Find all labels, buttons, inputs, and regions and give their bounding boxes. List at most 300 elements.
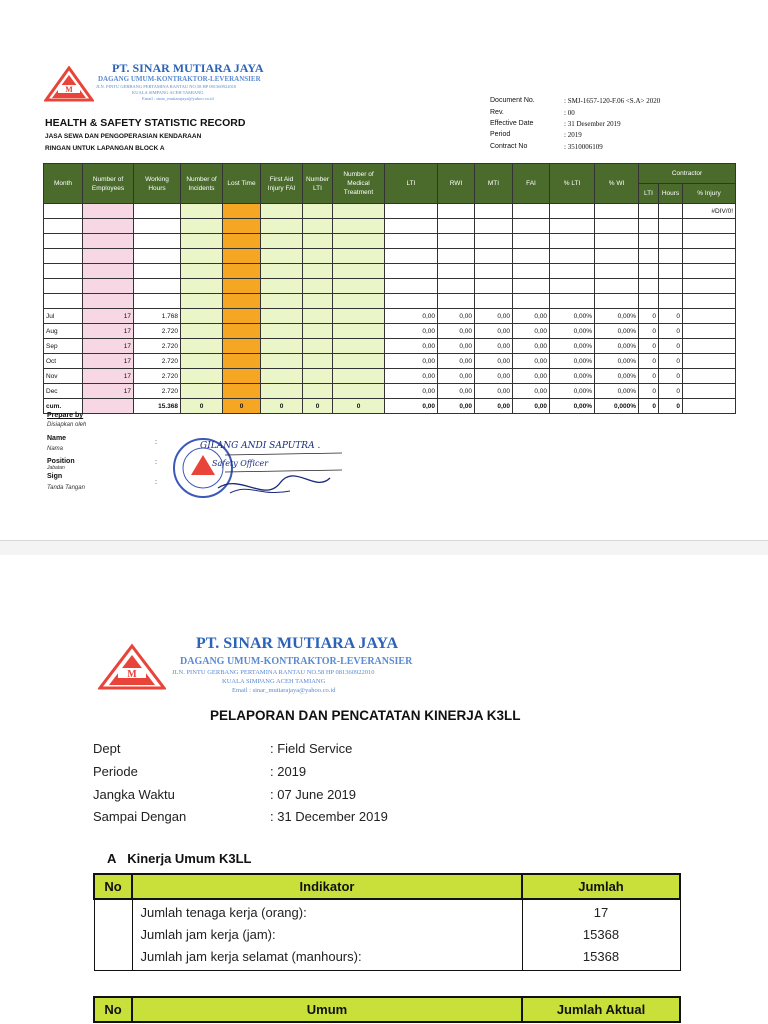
table-cell [261,309,303,324]
table-cell [683,354,736,369]
total-nlti: 0 [303,399,333,414]
indikator-label: Jumlah tenaga kerja (orang): [140,905,307,920]
company-subtitle: DAGANG UMUM-KONTRAKTOR-LEVERANSIER [180,656,413,667]
total-hours: 15.368 [134,399,181,414]
cell-plti: 0,00% [550,354,595,369]
table-cell [513,219,550,234]
table-cell [261,384,303,399]
table-cell [438,294,475,309]
cell-plti: 0,00% [550,384,595,399]
table-cell [303,339,333,354]
table-cell [223,309,261,324]
table-cell [181,234,223,249]
table-cell [513,279,550,294]
table-cell [550,264,595,279]
jumlah-value: 15368 [582,927,620,942]
table-cell [223,339,261,354]
cell-month: Sep [44,339,83,354]
table-cell [659,249,683,264]
table-cell [333,309,385,324]
col-header: FAI [513,164,550,204]
table-cell [261,219,303,234]
record-title: HEALTH & SAFETY STATISTIC RECORD [45,117,246,129]
cell-c_lti: 0 [639,354,659,369]
table-cell [683,219,736,234]
table-row [44,234,736,249]
total-nmed: 0 [333,399,385,414]
sign-label-id: Tanda Tangan [47,485,85,491]
cell-c_hours: 0 [659,339,683,354]
table-cell [438,204,475,219]
cell-mti: 0,00 [475,354,513,369]
table-cell [261,249,303,264]
table-cell [595,219,639,234]
cell-month: Nov [44,369,83,384]
table-row [44,264,736,279]
table-cell [639,234,659,249]
contractor-subheader: LTI [639,184,659,204]
cell-fai: 0,00 [513,354,550,369]
table-cell [683,324,736,339]
table-cell [83,249,134,264]
table-cell [223,204,261,219]
table-cell [438,219,475,234]
cell-fai: 0,00 [513,384,550,399]
company-logo-icon [44,66,94,102]
table-cell [683,294,736,309]
kinerja-table [93,873,681,971]
total-mti: 0,00 [475,399,513,414]
table-cell [683,309,736,324]
meta-value: : 31 Desember 2019 [564,120,621,128]
col-header: Number of Incidents [181,164,223,204]
table-cell [683,234,736,249]
cell-c_hours: 0 [659,324,683,339]
meta-value: : 2019 [564,131,582,139]
table-cell [181,249,223,264]
table-cell [44,294,83,309]
cell-plti: 0,00% [550,324,595,339]
table-cell [261,369,303,384]
table-cell [303,204,333,219]
table-cell [333,369,385,384]
table-cell [134,279,181,294]
table-cell [223,354,261,369]
cell-rwi: 0,00 [438,369,475,384]
table-cell [333,339,385,354]
cell-hours: 2.720 [134,369,181,384]
table-cell [261,204,303,219]
cell-hours: 2.720 [134,324,181,339]
section-letter: A [107,851,117,866]
table-cell [223,264,261,279]
table-row [44,354,736,369]
col-header: Number LTI [303,164,333,204]
company-subtitle: DAGANG UMUM-KONTRAKTOR-LEVERANSIER [98,75,261,83]
table-cell [659,279,683,294]
table-cell [513,249,550,264]
total-lost: 0 [223,399,261,414]
col-header: Indikator [132,874,522,899]
cell-rwi: 0,00 [438,384,475,399]
cell-pwi: 0,00% [595,309,639,324]
cell-lti: 0,00 [385,354,438,369]
table-cell [223,324,261,339]
cell-rwi: 0,00 [438,309,475,324]
page-separator [0,540,768,556]
table-cell [550,249,595,264]
report-title: PELAPORAN DAN PENCATATAN KINERJA K3LL [210,708,521,723]
table-cell [181,294,223,309]
table-cell [181,369,223,384]
table-cell [385,219,438,234]
total-fai: 0,00 [513,399,550,414]
svg-text:M: M [127,669,137,680]
cell-mti: 0,00 [475,309,513,324]
table-row [44,294,736,309]
field-label: Sampai Dengan [93,809,187,824]
position-label-id: Jabatan [47,465,65,471]
table-cell [134,219,181,234]
meta-label: Effective Date [490,120,534,127]
table-cell [223,219,261,234]
field-value: : 2019 [270,764,307,779]
table-cell [303,279,333,294]
table-cell [181,324,223,339]
contractor-subheader: Hours [659,184,683,204]
cell-fai: 0,00 [513,369,550,384]
cell-plti: 0,00% [550,369,595,384]
table-row [44,279,736,294]
table-cell [44,204,83,219]
cell-mti: 0,00 [475,384,513,399]
table-cell [475,249,513,264]
table-cell [303,234,333,249]
table-cell [639,204,659,219]
table-cell [303,249,333,264]
table-cell [595,204,639,219]
col-header: Number of Medical Treatment [333,164,385,204]
table-cell [333,219,385,234]
total-pwi: 0,000% [595,399,639,414]
cell-mti: 0,00 [475,369,513,384]
table-cell [595,279,639,294]
table-cell [223,234,261,249]
table-cell [595,264,639,279]
table-cell [333,249,385,264]
table-cell [44,234,83,249]
cell-hours: 2.720 [134,339,181,354]
table-cell [333,384,385,399]
total-incidents: 0 [181,399,223,414]
table-cell [303,354,333,369]
company-name: PT. SINAR MUTIARA JAYA [196,635,399,652]
table-cell [550,234,595,249]
table-cell [181,219,223,234]
field-label: Periode [93,764,138,779]
table-cell [333,279,385,294]
handwritten-name: GILANG ANDI SAPUTRA . [200,441,321,451]
table-cell [639,279,659,294]
name-label: Name [47,435,67,442]
table-cell [181,354,223,369]
table-cell [83,204,134,219]
cell-lti: 0,00 [385,384,438,399]
cell-fai: 0,00 [513,339,550,354]
table-cell [44,249,83,264]
record-subtitle-2: RINGAN UNTUK LAPANGAN BLOCK A [45,145,165,152]
record-subtitle-1: JASA SEWA DAN PENGOPERASIAN KENDARAAN [45,133,202,140]
field-value: : Field Service [270,741,353,756]
col-header: First Aid Injury FAI [261,164,303,204]
cell-employees: 17 [83,324,134,339]
cell-c_lti: 0 [639,384,659,399]
table-cell [659,264,683,279]
total-c_hours: 0 [659,399,683,414]
table-cell [181,204,223,219]
cell-month: Aug [44,324,83,339]
table-cell [595,234,639,249]
table-row [44,384,736,399]
table-cell [181,384,223,399]
table-cell [513,264,550,279]
meta-label: Period [490,131,511,138]
table-cell [134,264,181,279]
cell-fai: 0,00 [513,309,550,324]
table-row [44,399,736,414]
table-cell [261,324,303,339]
col-header: % LTI [550,164,595,204]
table-cell [83,294,134,309]
cell-month: Jul [44,309,83,324]
cell-lti: 0,00 [385,324,438,339]
table-cell [134,249,181,264]
col-header: Lost Time [223,164,261,204]
cell-hours: 2.720 [134,354,181,369]
table-cell [181,264,223,279]
company-email: Email : sinar_mutiarajaya@yahoo.co.id [142,96,214,101]
table-cell [333,324,385,339]
table-cell [513,204,550,219]
cell-employees: 17 [83,369,134,384]
table-cell [683,399,736,414]
prepare-by-title-id: Disiapkan oleh [47,422,87,428]
cell-hours: 1.768 [134,309,181,324]
col-header: % WI [595,164,639,204]
table-cell [303,369,333,384]
table-row [44,369,736,384]
table-cell [261,354,303,369]
colon: : [155,459,157,466]
cell-rwi: 0,00 [438,324,475,339]
cell-c_hours: 0 [659,309,683,324]
name-label-id: Nama [47,446,64,452]
table-cell [223,369,261,384]
cell-c_hours: 0 [659,384,683,399]
contractor-header: Contractor [639,164,736,184]
table-cell [303,294,333,309]
table-header-row [94,874,680,899]
cell-pwi: 0,00% [595,324,639,339]
table-cell [475,294,513,309]
jumlah-value: 17 [593,905,609,920]
table-cell [595,294,639,309]
table-cell [639,294,659,309]
cell-c_lti: 0 [639,324,659,339]
cell-month: Oct [44,354,83,369]
cell-c_lti: 0 [639,339,659,354]
table-cell [181,309,223,324]
table-header-row [44,164,736,184]
table-row [44,219,736,234]
cell-employees: 17 [83,339,134,354]
col-header: No [94,997,132,1022]
table-cell [659,294,683,309]
meta-label: Document No. [490,97,535,104]
statistic-table [43,163,736,414]
indikator-label: Jumlah jam kerja (jam): [140,927,276,942]
company-address-2: KUALA SIMPANG ACEH TAMIANG [222,678,326,685]
jumlah-value: 15368 [582,949,620,964]
table-cell [550,294,595,309]
field-label: Jangka Waktu [93,787,175,802]
table-cell [83,399,134,414]
table-cell [83,279,134,294]
cell-employees: 17 [83,384,134,399]
div-error-cell: #DIV/0! [683,204,736,219]
cell-pwi: 0,00% [595,339,639,354]
field-value: : 31 December 2019 [270,809,388,824]
meta-value: : 3510006109 [564,143,603,151]
field-label: Dept [93,741,121,756]
colon: : [155,439,157,446]
cell-fai: 0,00 [513,324,550,339]
table-row [44,339,736,354]
table-row [44,249,736,264]
table-row [44,324,736,339]
col-header: Jumlah Aktual [522,997,680,1022]
prepare-by-title: Prepare by [47,412,84,419]
contractor-subheader: % Injury [683,184,736,204]
table-cell [333,264,385,279]
jumlah-cell [522,899,680,971]
table-row [94,899,680,971]
col-header: LTI [385,164,438,204]
cell-month: Dec [44,384,83,399]
col-header: No [94,874,132,899]
table-cell [550,204,595,219]
table-cell [385,279,438,294]
table-cell [475,264,513,279]
cell-hours: 2.720 [134,384,181,399]
statistic-table-body [44,204,736,414]
indikator-label: Jumlah jam kerja selamat (manhours): [140,949,362,964]
table-cell [261,234,303,249]
col-header: Month [44,164,83,204]
table-cell [683,264,736,279]
company-address-1: JLN. PINTU GERBANG PERTAMINA RANTAU NO.58 HP 081360922010 [96,84,237,89]
cell-c_hours: 0 [659,369,683,384]
table-cell [44,219,83,234]
handwritten-position: Safety Officer [212,459,269,468]
cell-plti: 0,00% [550,309,595,324]
table-cell [44,279,83,294]
table-cell [385,294,438,309]
umum-table [93,996,681,1023]
table-cell [683,369,736,384]
table-cell [683,339,736,354]
company-address-2: KUALA SIMPANG ACEH TAMIANG [132,90,204,95]
table-cell [223,249,261,264]
cell-pwi: 0,00% [595,384,639,399]
meta-label: Contract No [490,143,528,150]
table-cell [134,234,181,249]
table-cell [595,249,639,264]
col-header: MTI [475,164,513,204]
table-cell [261,279,303,294]
table-cell [83,234,134,249]
meta-label: Rev. [490,109,504,116]
total-month: cum. [44,399,83,414]
section-heading [107,851,251,866]
total-lti: 0,00 [385,399,438,414]
table-cell [83,219,134,234]
meta-value: : SMJ-1657-120-F.06 <S.A> 2020 [564,97,661,105]
cell-employees: 17 [83,354,134,369]
no-cell [94,899,132,971]
table-cell [513,234,550,249]
cell-plti: 0,00% [550,339,595,354]
table-cell [261,264,303,279]
col-header: Working Hours [134,164,181,204]
table-cell [333,294,385,309]
table-row [44,309,736,324]
table-cell [550,279,595,294]
position-label: Position [47,458,75,465]
table-cell [333,354,385,369]
cell-employees: 17 [83,309,134,324]
table-cell [475,219,513,234]
col-header: RWI [438,164,475,204]
table-cell [83,264,134,279]
table-cell [223,279,261,294]
table-cell [683,384,736,399]
table-cell [683,279,736,294]
table-cell [639,264,659,279]
table-cell [223,384,261,399]
table-cell [303,384,333,399]
cell-mti: 0,00 [475,324,513,339]
table-cell [303,264,333,279]
table-cell [438,249,475,264]
table-cell [438,234,475,249]
table-cell [639,219,659,234]
table-cell [385,249,438,264]
table-cell [261,339,303,354]
total-c_lti: 0 [639,399,659,414]
cell-rwi: 0,00 [438,339,475,354]
table-cell [333,204,385,219]
meta-value: : 00 [564,109,575,117]
table-cell [683,249,736,264]
table-cell [261,294,303,309]
table-cell [134,294,181,309]
table-cell [134,204,181,219]
table-cell [181,279,223,294]
company-email: Email : sinar_mutiarajaya@yahoo.co.id [232,687,336,694]
total-rwi: 0,00 [438,399,475,414]
company-address-1: JLN. PINTU GERBANG PERTAMINA RANTAU NO.58 HP 081360922010 [172,669,375,676]
